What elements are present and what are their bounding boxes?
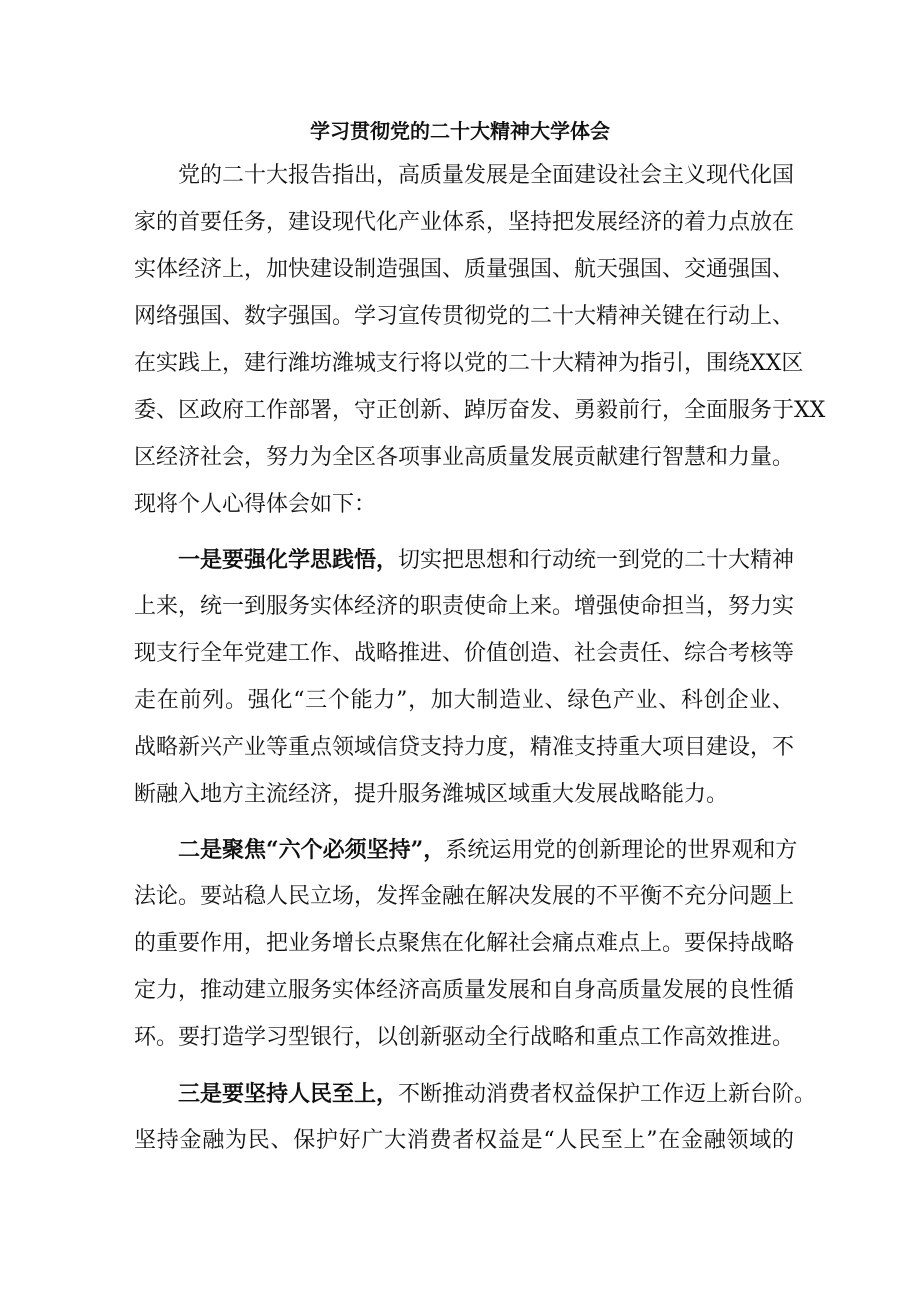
paragraph-1-line-1: 党的二十大报告指出，高质量发展是全面建设社会主义现代化国 (178, 163, 795, 188)
paragraph-3-line-1 (178, 832, 798, 868)
paragraph-2-line-2: 上来，统一到服务实体经济的职责使命上来。增强使命担当，努力实 (134, 594, 795, 619)
paragraph-3-line-2: 法论。要站稳人民立场，发挥金融在解决发展的不平衡不充分问题上 (134, 884, 795, 909)
paragraph-4-line-1 (178, 1076, 817, 1112)
document-title: 学习贯彻党的二十大精神大学体会 (310, 119, 610, 143)
paragraph-2-line-5: 战略新兴产业等重点领域信贷支持力度，精准支持重大项目建设，不 (134, 735, 795, 760)
paragraph-1-line-6: 委、区政府工作部署，守正创新、踔厉奋发、勇毅前行，全面服务于XX (134, 398, 826, 423)
paragraph-3-line-5: 环。要打造学习型银行，以创新驱动全行战略和重点工作高效推进。 (134, 1025, 795, 1050)
paragraph-1-line-4: 网络强国、数字强国。学习宣传贯彻党的二十大精神关键在行动上、 (134, 304, 795, 329)
paragraph-2-line-6: 断融入地方主流经济，提升服务潍城区域重大发展战略能力。 (134, 782, 729, 807)
paragraph-3-lead: 二是聚焦“六个必须坚持”， (178, 837, 446, 863)
paragraph-2-lead: 一是要强化学思践悟， (178, 547, 399, 573)
paragraph-3-line-4: 定力，推动建立服务实体经济高质量发展和自身高质量发展的良性循 (134, 978, 795, 1003)
paragraph-2-line-1-text: 切实把思想和行动统一到党的二十大精神 (398, 548, 795, 573)
paragraph-1-line-7: 区经济社会，努力为全区各项事业高质量发展贡献建行智慧和力量。 (134, 445, 795, 470)
paragraph-4-line-1-text: 不断推动消费者权益保护工作迈上新台阶。 (398, 1082, 817, 1107)
paragraph-1-line-2: 家的首要任务，建设现代化产业体系，坚持把发展经济的着力点放在 (134, 210, 795, 235)
paragraph-1-line-5: 在实践上，建行潍坊潍城支行将以党的二十大精神为指引，围绕XX区 (134, 351, 804, 376)
paragraph-2-line-1 (178, 542, 794, 578)
paragraph-2-line-4: 走在前列。强化“三个能力”，加大制造业、绿色产业、科创企业、 (134, 688, 794, 713)
paragraph-3-line-1-text: 系统运用党的创新理论的世界观和方 (445, 838, 798, 863)
paragraph-1-line-8: 现将个人心得体会如下： (134, 492, 377, 517)
paragraph-3-line-3: 的重要作用，把业务增长点聚焦在化解社会痛点难点上。要保持战略 (134, 931, 795, 956)
paragraph-4-lead: 三是要坚持人民至上， (178, 1081, 399, 1107)
paragraph-4-line-2: 坚持金融为民、保护好广大消费者权益是“人民至上”在金融领域的 (134, 1128, 794, 1153)
paragraph-2-line-3: 现支行全年党建工作、战略推进、价值创造、社会责任、综合考核等 (134, 641, 795, 666)
paragraph-1-line-3: 实体经济上，加快建设制造强国、质量强国、航天强国、交通强国、 (134, 257, 795, 282)
